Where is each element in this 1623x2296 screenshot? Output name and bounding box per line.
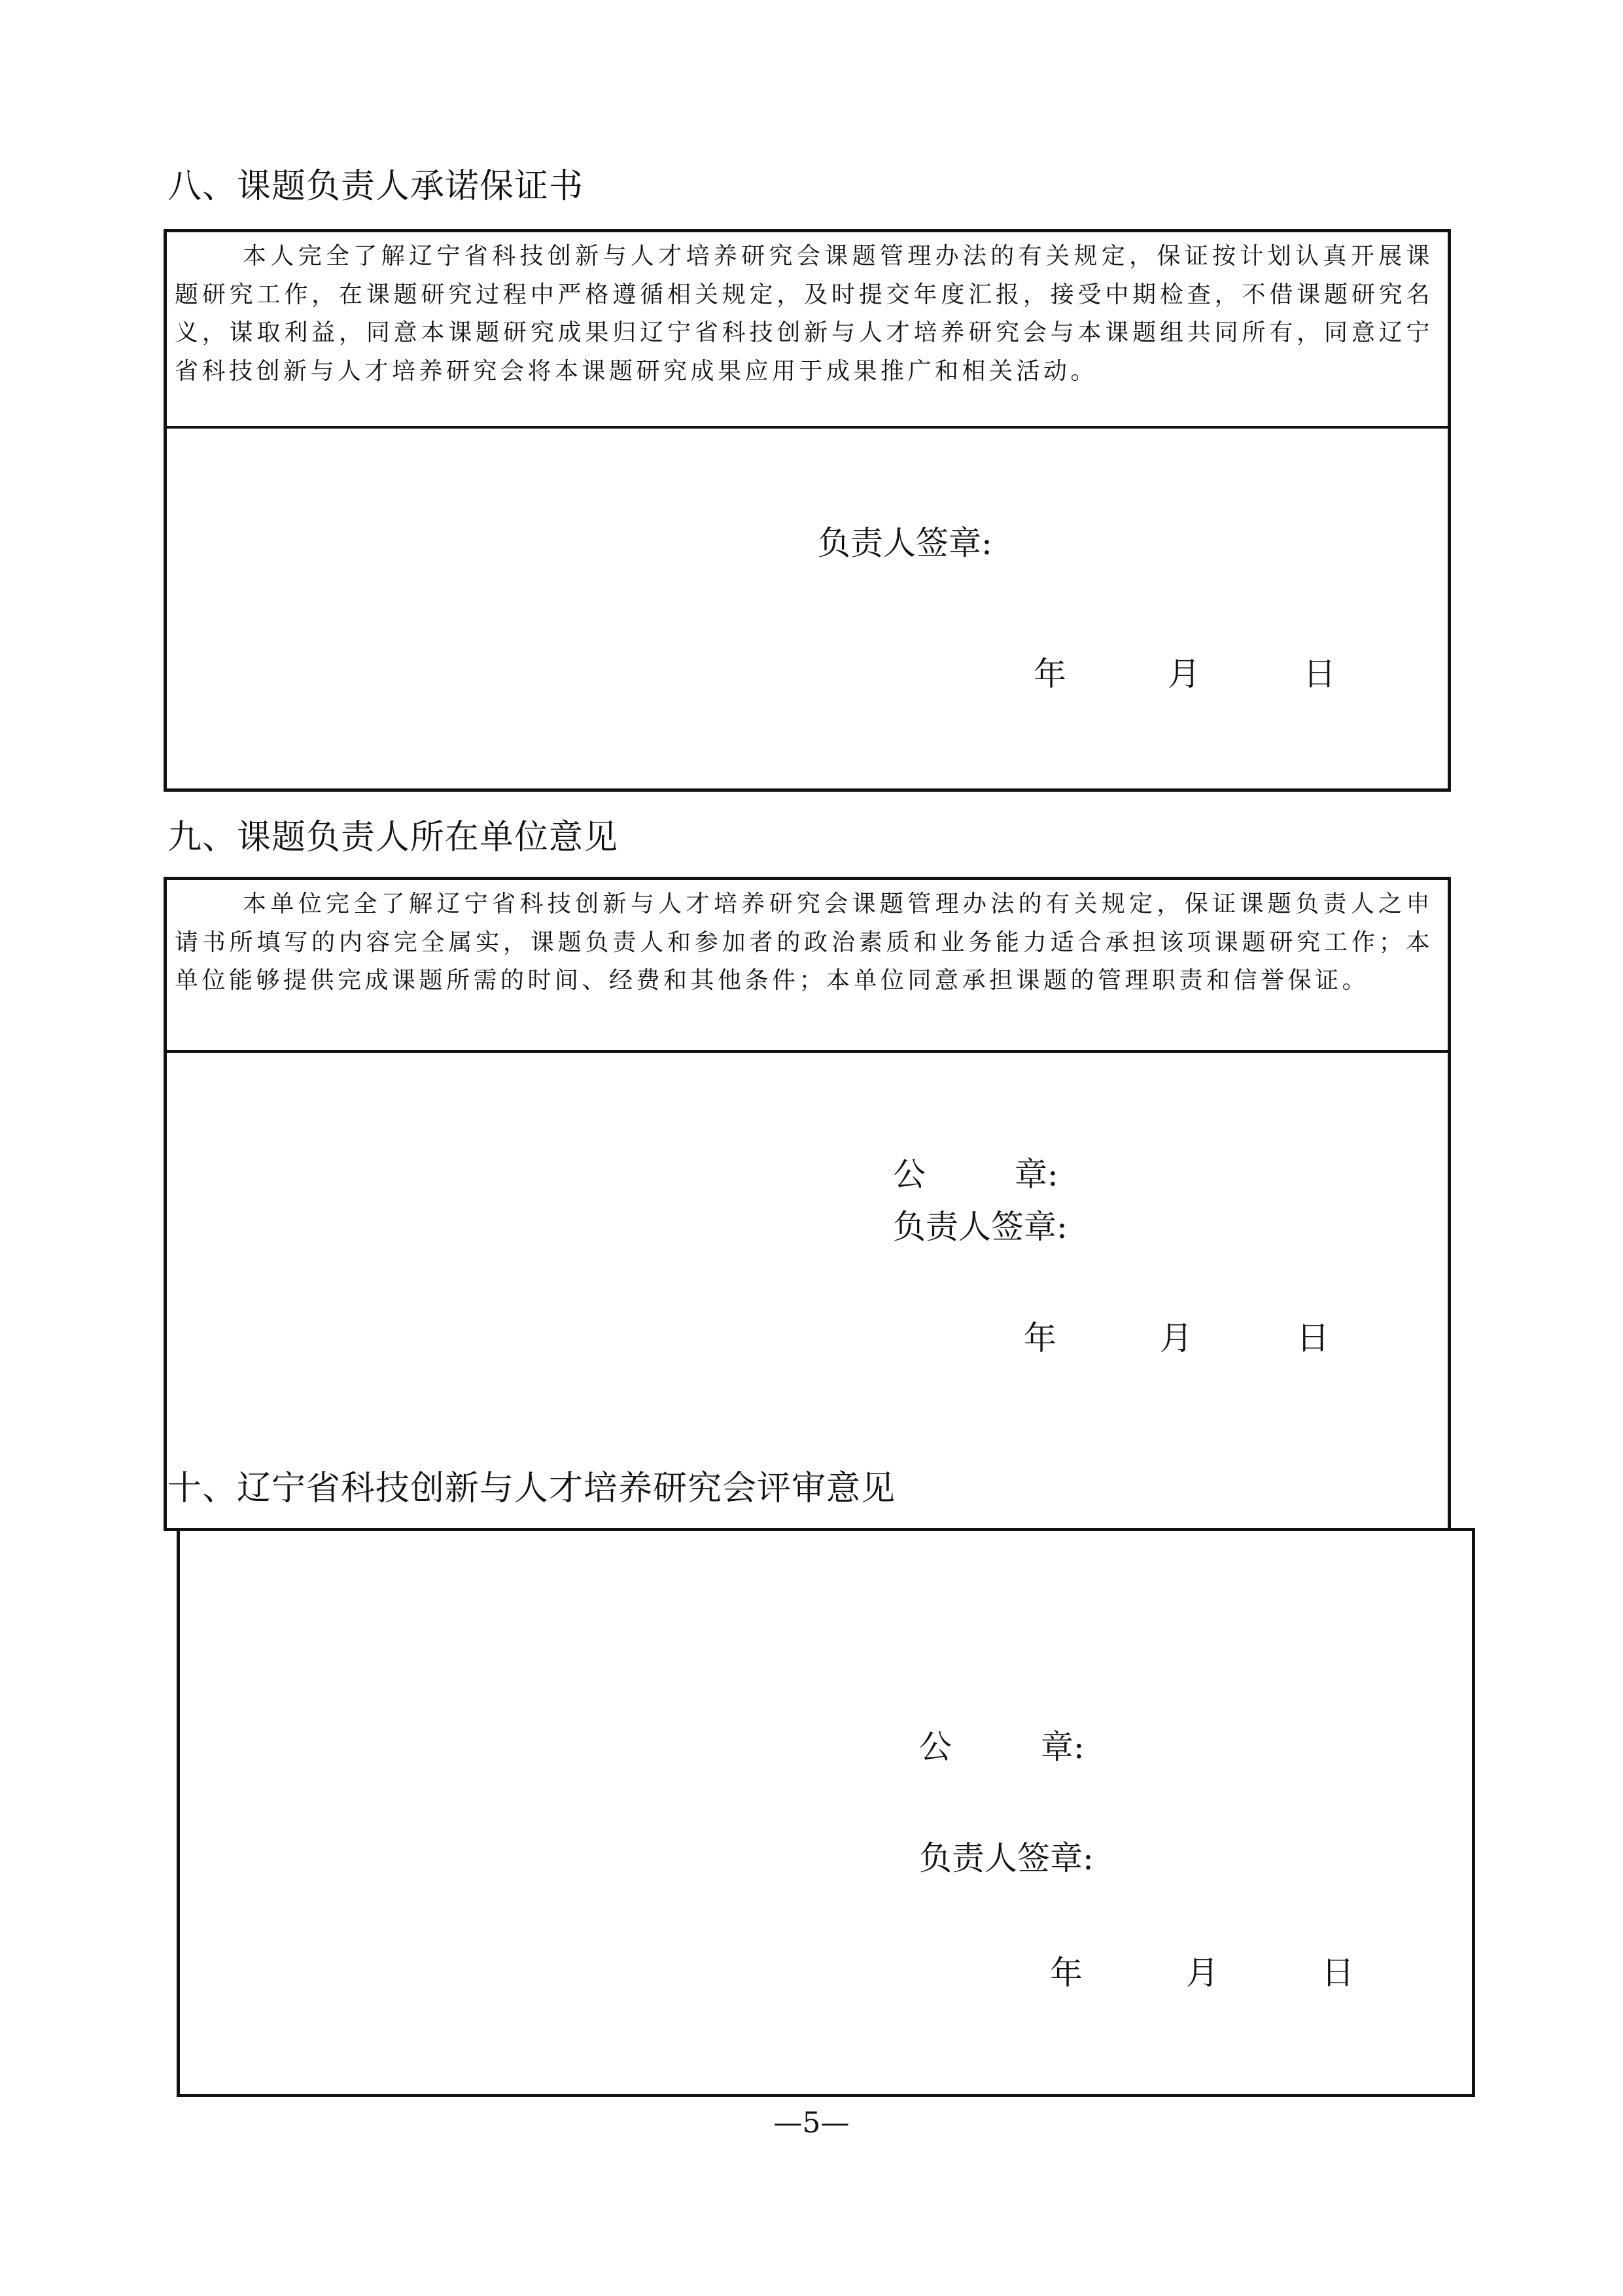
section-9-opinion-text: 本单位完全了解辽宁省科技创新与人才培养研究会课题管理办法的有关规定，保证课题负责人之申请书所填写的内容完全属实，课题负责人和参加者的政治素质和业务能力适合承担该项课题研究工作；本单位能够提供完成课题所需的时间、经费和其他条件；本单位同意承担课题的管理职责和信誉保证。: [167, 880, 1448, 1053]
section-9-date-year: 年: [1024, 1319, 1056, 1357]
section-10-date-year: 年: [1050, 1954, 1083, 1992]
section-8-box: [164, 229, 1451, 792]
section-9-signature-label: 负责人签章:: [893, 1208, 1068, 1246]
section-8-date-year: 年: [1034, 655, 1066, 693]
section-8-signature-label: 负责人签章:: [818, 524, 992, 562]
section-8-date-day: 日: [1303, 655, 1336, 693]
section-10-heading: 十、辽宁省科技创新与人才培养研究会评审意见: [167, 1469, 896, 1508]
section-8-date-month: 月: [1168, 655, 1200, 693]
section-10-date-month: 月: [1186, 1954, 1219, 1992]
section-8-commitment-text: 本人完全了解辽宁省科技创新与人才培养研究会课题管理办法的有关规定，保证按计划认真开展课题研究工作，在课题研究过程中严格遵循相关规定，及时提交年度汇报，接受中期检查，不借课题研究名义，谋取利益，同意本课题研究成果归辽宁省科技创新与人才培养研究会与本课题组共同所有，同意辽宁省科技创新与人才培养研究会将本课题研究成果应用于成果推广和相关活动。: [167, 232, 1448, 429]
section-9-date-month: 月: [1160, 1319, 1193, 1357]
section-8-heading: 八、课题负责人承诺保证书: [167, 167, 584, 206]
section-9-seal-label: 公 章:: [893, 1156, 1058, 1193]
section-10-date-day: 日: [1321, 1954, 1354, 1992]
section-9-box: [164, 877, 1451, 1531]
page-number: —5—: [773, 2106, 850, 2140]
section-9-date-day: 日: [1297, 1319, 1329, 1357]
section-10-signature-label: 负责人签章:: [919, 1839, 1094, 1877]
section-9-heading: 九、课题负责人所在单位意见: [167, 818, 619, 857]
section-10-box: [177, 1528, 1475, 2097]
section-10-seal-label: 公 章:: [919, 1728, 1085, 1766]
